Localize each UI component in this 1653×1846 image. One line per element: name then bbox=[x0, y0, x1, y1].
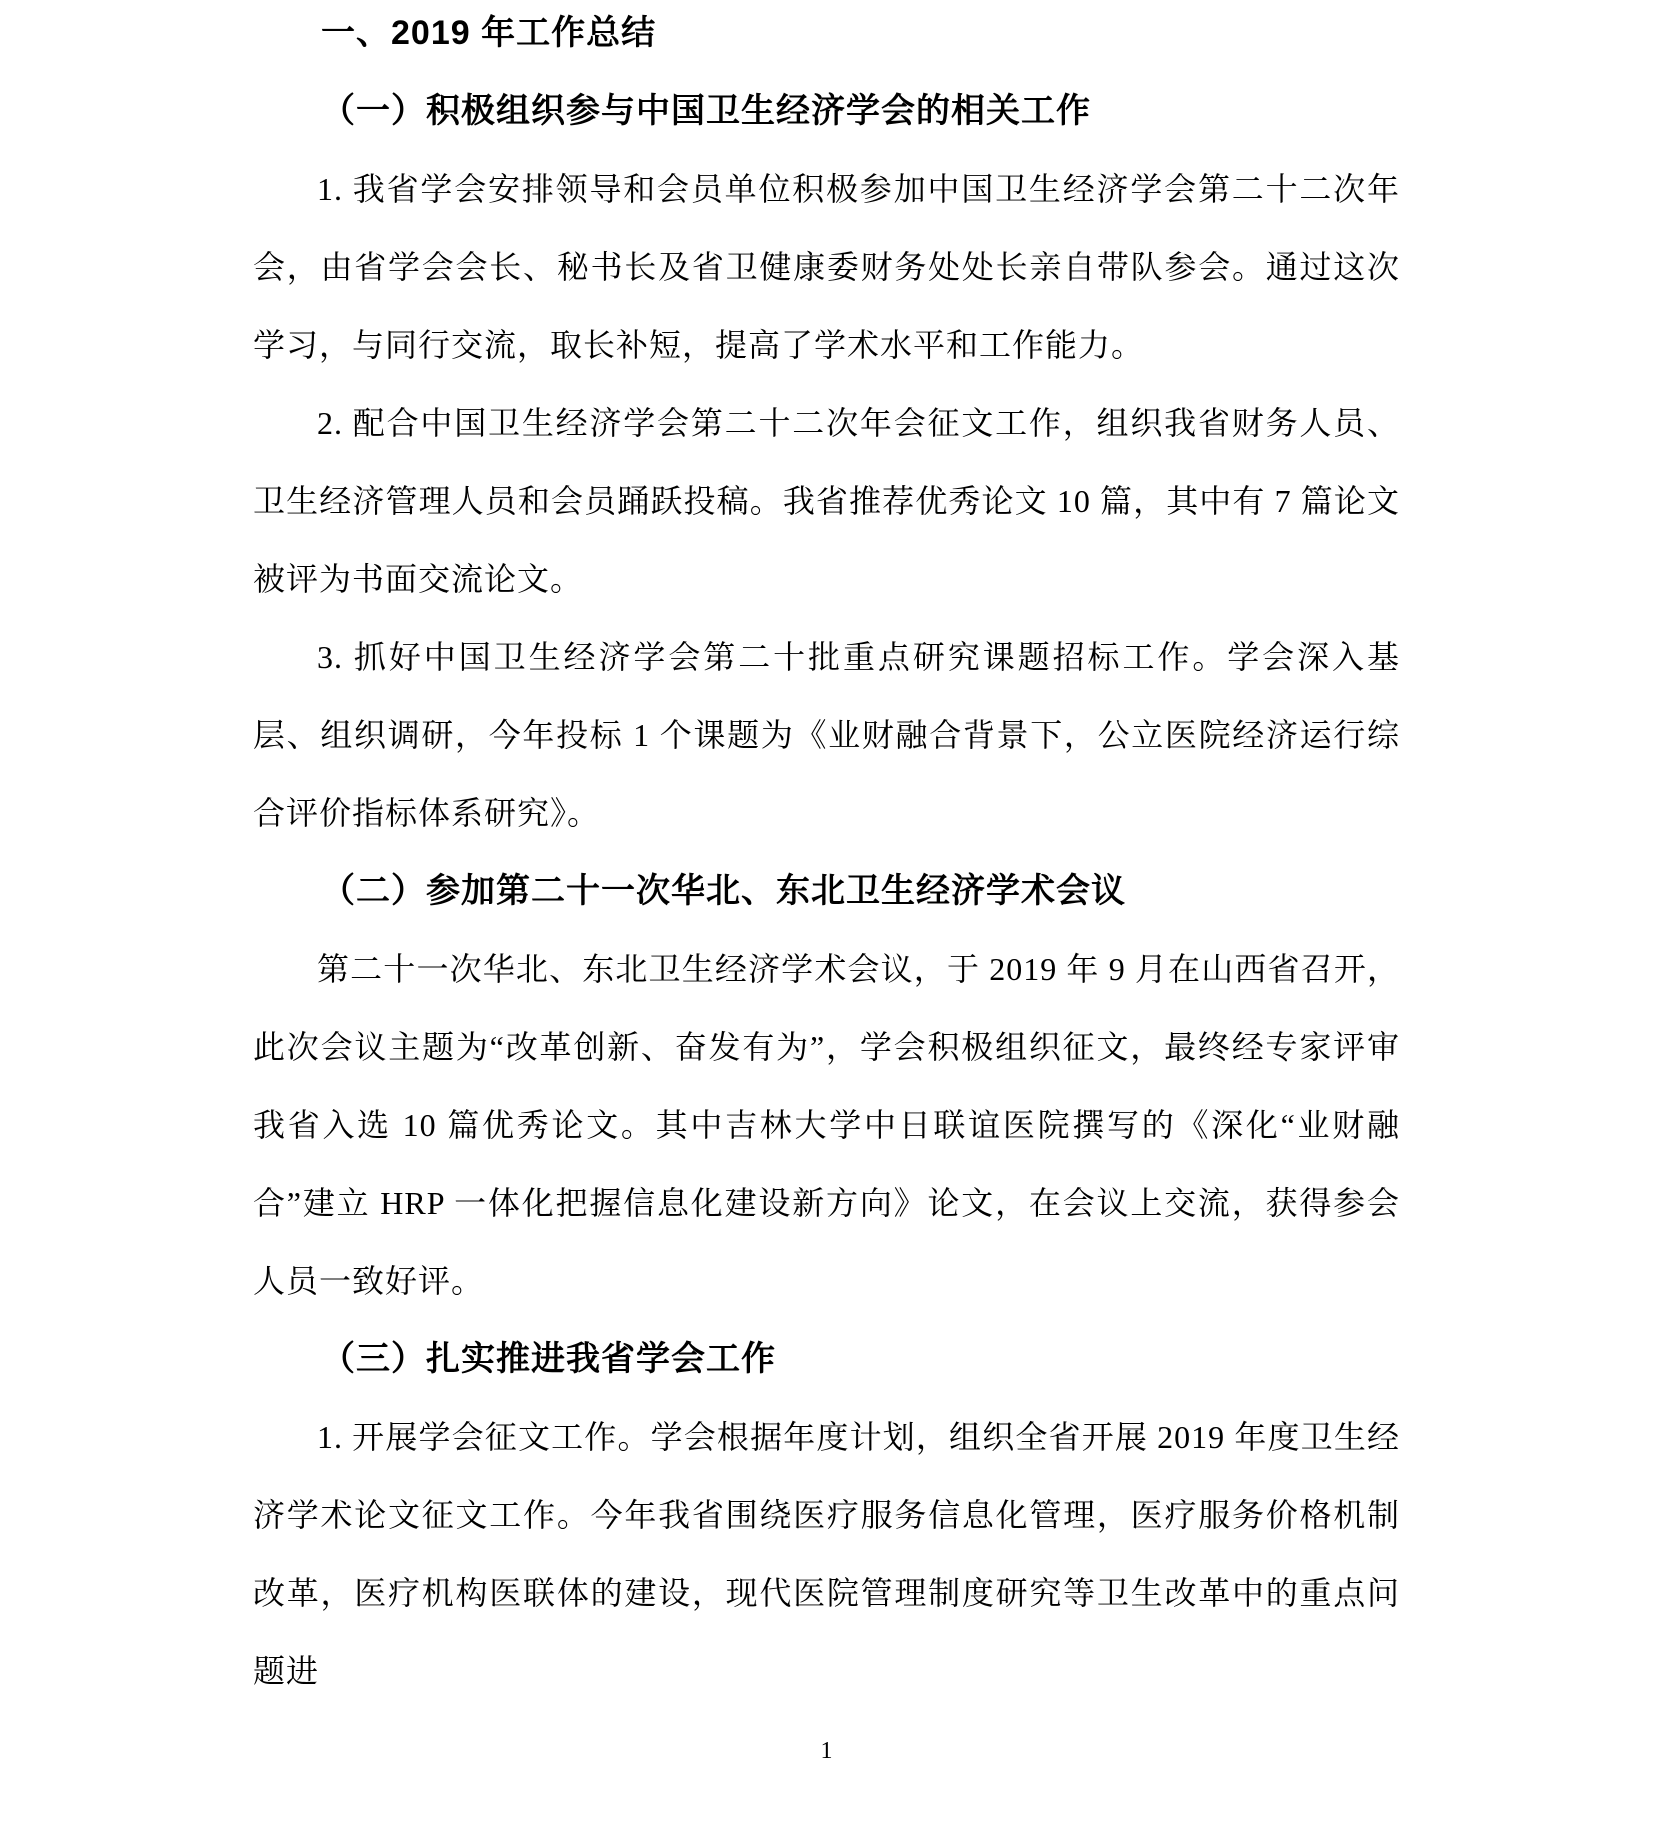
section-heading-level2: （三）扎实推进我省学会工作 bbox=[321, 1340, 776, 1378]
document-content bbox=[253, 0, 1400, 1710]
body-paragraph: 2. 配合中国卫生经济学会第二十二次年会征文工作，组织我省财务人员、卫生经济管理人员和会员踊跃投稿。我省推荐优秀论文 10 篇，其中有 7 篇论文被评为书面交流论文。 bbox=[253, 405, 1400, 597]
section-heading-level2: （一）积极组织参与中国卫生经济学会的相关工作 bbox=[321, 92, 1091, 130]
page-footer bbox=[0, 1738, 1653, 1765]
body-paragraph: 1. 开展学会征文工作。学会根据年度计划，组织全省开展 2019 年度卫生经济学术论文征文工作。今年我省围绕医疗服务信息化管理，医疗服务价格机制改革，医疗机构医联体的建设，现代医院管理制度研究等卫生改革中的重点问题进 bbox=[253, 1419, 1400, 1689]
section-heading-level1: 一、2019 年工作总结 bbox=[321, 14, 657, 52]
body-paragraph: 3. 抓好中国卫生经济学会第二十批重点研究课题招标工作。学会深入基层、组织调研，今年投标 1 个课题为《业财融合背景下，公立医院经济运行综合评价指标体系研究》。 bbox=[253, 639, 1400, 831]
body-paragraph: 第二十一次华北、东北卫生经济学术会议，于 2019 年 9 月在山西省召开，此次会议主题为“改革创新、奋发有为”，学会积极组织征文，最终经专家评审我省入选 10 篇优秀论文。其中吉林大学中日联谊医院撰写的《深化“业财融合”建立 HRP 一体化把握信息化建设新方向》论文，在会议上交流，获得参会人员一致好评。 bbox=[253, 951, 1400, 1299]
body-paragraph: 1. 我省学会安排领导和会员单位积极参加中国卫生经济学会第二十二次年会，由省学会会长、秘书长及省卫健康委财务处处长亲自带队参会。通过这次学习，与同行交流，取长补短，提高了学术水平和工作能力。 bbox=[253, 171, 1400, 363]
section-heading-level2: （二）参加第二十一次华北、东北卫生经济学术会议 bbox=[321, 872, 1126, 910]
page-number: 1 bbox=[820, 1738, 833, 1764]
